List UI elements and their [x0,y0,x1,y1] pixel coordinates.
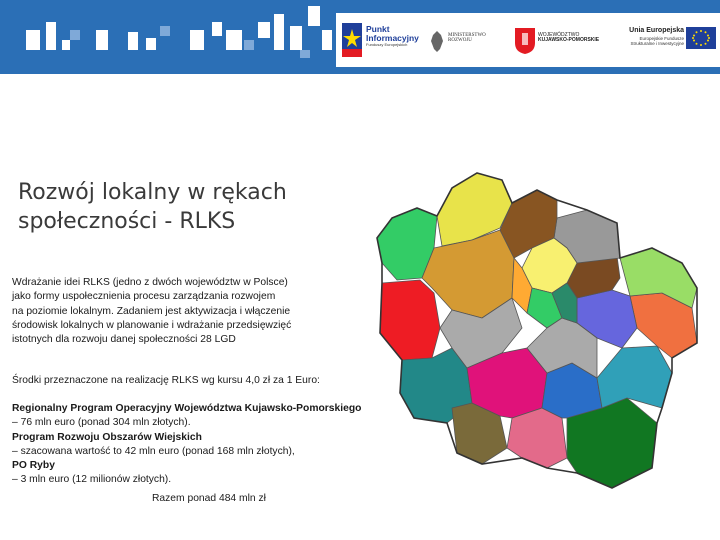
logo-wojewodztwo [538,33,608,44]
title-line-2: społeczności - RLKS [18,209,236,234]
logo-pi-line3: Funduszy Europejskich [366,41,408,47]
total-text: Razem ponad 484 mln zł [152,493,266,504]
eu-flag-icon [686,27,716,49]
logo-min-line1: MINISTERSTWO [448,33,486,38]
partner-logos [336,13,720,67]
program-name: PO Ryby [12,460,55,472]
program-item [12,459,372,488]
region-shield-icon [514,27,536,55]
logo-min-line2: ROZWOJU [448,38,472,44]
eagle-emblem-icon [430,29,444,53]
logo-ue-line1: Unia Europejska [629,27,684,34]
logo-ue-line2: Europejskie Fundusze [639,36,684,42]
logo-punkt-informacyjny [366,25,421,47]
header-pattern [0,0,335,74]
programs-list [12,402,372,488]
program-item [12,402,372,431]
intro-line: jako formy uspołecznienia procesu zarządzania rozwojem [12,291,276,303]
intro-paragraph [12,276,372,347]
map-region [597,346,672,408]
logo-ministerstwo [448,33,488,44]
intro-line: na poziomie lokalnym. Zadaniem jest aktywizacja i włączenie [12,305,291,317]
funds-line: Środki przeznaczone na realizację RLKS wg kursu 4,0 zł za 1 Euro: [12,375,320,386]
fe-star-icon [342,23,362,57]
intro-line: środowisk lokalnych w planowanie i wdrażanie przedsięwzięć [12,319,292,331]
logo-pi-line2: Informacyjny [366,32,419,43]
program-detail: – 76 mln euro (ponad 304 mln złotych). [12,417,191,429]
logo-unia-europejska [612,27,684,47]
logo-ue-line3: Strukturalne i Inwestycyjne [630,41,684,47]
program-detail: – 3 mln euro (12 milionów złotych). [12,474,172,486]
program-detail: – szacowana wartość to 42 mln euro (ponad 168 mln złotych), [12,445,295,457]
intro-line: istotnych dla rozwoju danej społeczności 28 LGD [12,334,236,346]
map-regions [377,173,697,488]
logo-woj-line1: WOJEWÓDZTWO [538,32,580,38]
program-item [12,431,372,460]
intro-line: Wdrażanie idei RLKS (jedno z dwóch województw w Polsce) [12,277,288,288]
program-name: Program Rozwoju Obszarów Wiejskich [12,431,202,443]
title-line-1: Rozwój lokalny w rękach [18,180,287,205]
header-band [0,0,720,74]
program-name: Regionalny Program Operacyjny Województwa Kujawsko-Pomorskiego [12,403,362,414]
page-title [18,178,348,236]
lgd-region-map [362,168,718,498]
logo-woj-line2: KUJAWSKO-POMORSKIE [538,37,600,44]
map-region [380,280,440,360]
logo-pi-line1: Punkt [366,24,390,34]
